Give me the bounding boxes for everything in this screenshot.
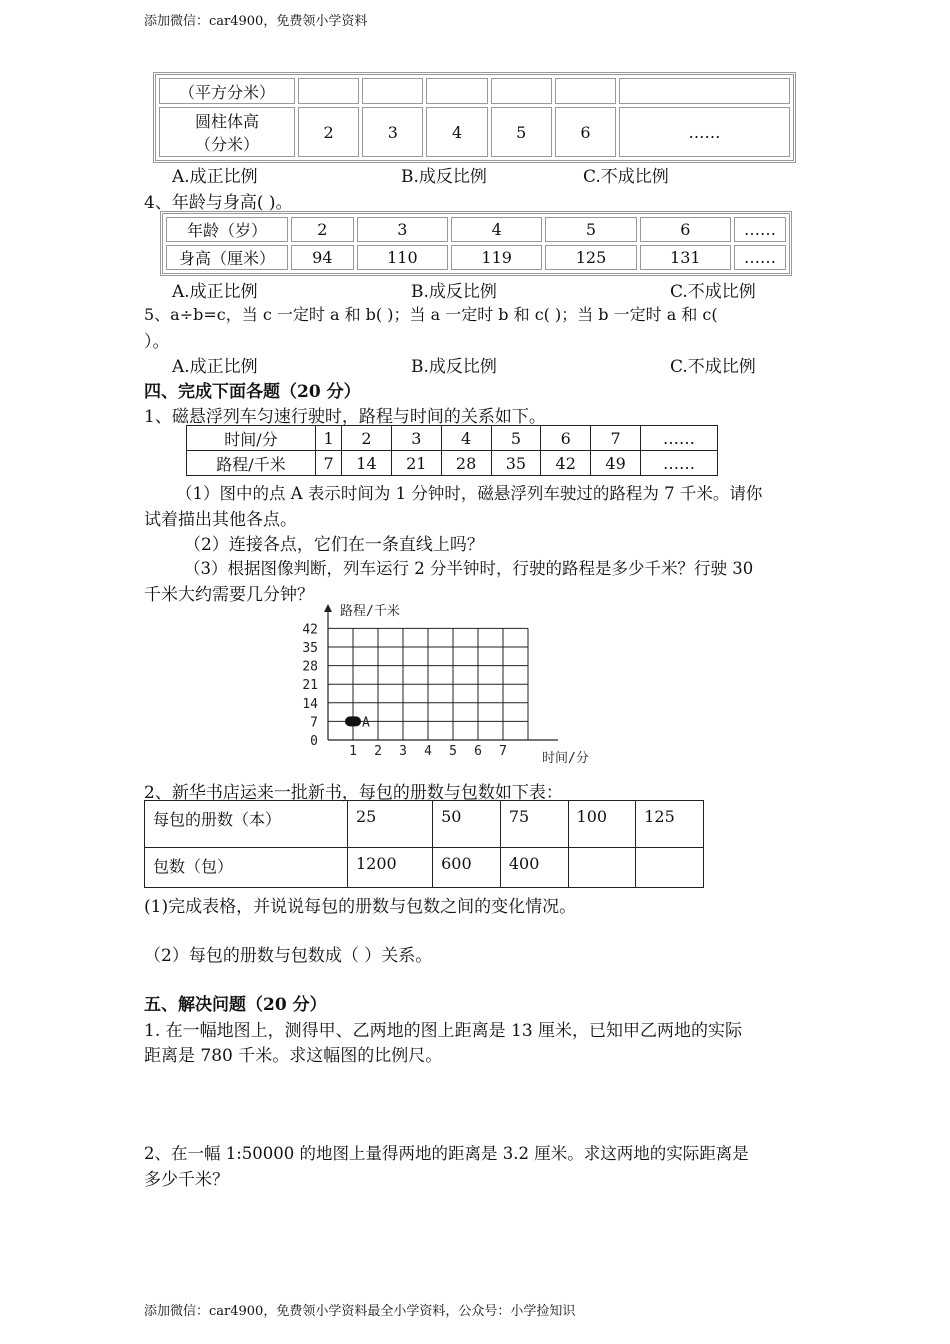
s4-p1-text: 1、磁悬浮列车匀速行驶时，路程与时间的关系如下。 [144,407,546,427]
y-axis-label: 路程/千米 [340,604,400,619]
time-label: 时间/分 [187,426,316,451]
table-cell: 100 [568,801,636,848]
q5-option-c: C.不成比例 [670,357,756,377]
table-cell: 3 [362,107,423,157]
x-tick-label: 4 [424,744,432,759]
table-cell: 2 [342,426,392,451]
q3-table [153,72,796,163]
s4-p1-sub3-line1: （3）根据图像判断，列车运行 2 分半钟时，行驶的路程是多少千米？行驶 30 [184,559,754,578]
table-cell: …… [734,245,786,270]
header-watermark: 添加微信：car4900，免费领小学资料 [144,14,368,29]
q4-option-a: A.成正比例 [172,282,258,302]
table-cell: 125 [636,801,704,848]
x-axis-label: 时间/分 [542,751,589,766]
y-axis-arrow [324,604,332,612]
table-cell: 50 [433,801,501,848]
q4-text: 4、年龄与身高( )。 [144,193,293,213]
y-tick-label: 28 [302,659,318,675]
q3-row2-label: 圆柱体高 （分米） [159,107,295,157]
table-cell: 6 [541,426,591,451]
q5-line1: 5、a÷b=c，当 c 一定时 a 和 b( )；当 a 一定时 b 和 c( )；当 b 一定时 a 和 c( [144,305,718,324]
s4-p2-text: 2、新华书店运来一批新书，每包的册数与包数如下表： [144,783,563,803]
y-tick-label: 42 [302,622,318,638]
book-table [144,800,704,888]
s4-p1-sub2: （2）连接各点，它们在一条直线上吗？ [184,535,484,555]
x-tick-label: 3 [399,744,407,759]
table-cell: …… [734,217,786,242]
table-cell: 110 [357,245,448,270]
table-cell: 6 [555,107,616,157]
table-cell: 7 [316,451,342,476]
table-cell: 14 [342,451,392,476]
y-tick-label: 7 [310,715,318,731]
s4-p1-table [186,425,718,476]
s4-p1-sub1-line2: 试着描出其他各点。 [144,510,297,530]
table-cell: 7 [591,426,641,451]
table-cell: 75 [500,801,568,848]
table-cell: 28 [441,451,491,476]
x-tick-label: 6 [474,744,482,759]
dist-label: 路程/千米 [187,451,316,476]
s4-p1-sub1-line1: （1）图中的点 A 表示时间为 1 分钟时，磁悬浮列车驶过的路程为 7 千米。请你 [176,484,763,503]
table-cell: …… [641,426,718,451]
q4-table [160,211,792,276]
s5-p1-line1: 1. 在一幅地图上，测得甲、乙两地的图上距离是 13 厘米，已知甲乙两地的实际 [144,1021,743,1041]
table-cell: 35 [491,451,541,476]
table-cell: …… [619,107,790,157]
x-tick-label: 5 [449,744,457,759]
table-cell: 6 [640,217,731,242]
table-cell: 2 [298,107,359,157]
y-tick-label: 21 [302,678,318,694]
data-point-label: A [362,715,370,731]
x-tick-label: 1 [349,744,357,759]
s4-p2-sub2: （2）每包的册数与包数成（ ）关系。 [144,946,433,966]
table-cell: 4 [441,426,491,451]
table-cell: 400 [500,848,568,888]
table-cell: 4 [451,217,542,242]
x-tick-label: 2 [374,744,382,759]
y-tick-label: 0 [310,734,318,749]
s4-p2-sub1: (1)完成表格，并说说每包的册数与包数之间的变化情况。 [144,897,577,917]
q5-option-a: A.成正比例 [172,357,258,377]
q3-option-a: A.成正比例 [172,167,258,187]
distance-time-chart [290,600,650,775]
table-cell [568,848,636,888]
data-point [345,716,361,726]
table-cell: 42 [541,451,591,476]
table-cell: 25 [348,801,433,848]
q5-line2: ）。 [144,332,170,352]
table-cell: 3 [391,426,441,451]
footer-watermark: 添加微信：car4900，免费领小学资料最全小学资料，公众号：小学捡知识 [144,1304,576,1319]
table-cell: 1200 [348,848,433,888]
table-cell: 5 [491,426,541,451]
table-cell: …… [641,451,718,476]
q3-option-b: B.成反比例 [401,167,487,187]
q4-age-label: 年龄（岁） [166,217,288,242]
table-cell: 5 [491,107,552,157]
table-cell: 5 [545,217,636,242]
row1-label: 每包的册数（本） [145,801,348,848]
table-cell [636,848,704,888]
table-cell: 1 [316,426,342,451]
x-tick-label: 7 [499,744,507,759]
q3-row1-label: （平方分米） [159,78,295,104]
table-cell: 94 [291,245,354,270]
q5-option-b: B.成反比例 [411,357,497,377]
table-cell: 600 [433,848,501,888]
q3-option-c: C.不成比例 [583,167,669,187]
s5-p1-line2: 距离是 780 千米。求这幅图的比例尺。 [144,1046,443,1066]
section5-title: 五、解决问题（20 分） [144,995,327,1015]
section4-title: 四、完成下面各题（20 分） [144,382,361,402]
row2-label: 包数（包） [145,848,348,888]
table-cell: 3 [357,217,448,242]
s4-p1-sub3-line2: 千米大约需要几分钟？ [144,585,314,605]
table-cell: 4 [426,107,487,157]
s5-p2-line1: 2、在一幅 1:50000 的地图上量得两地的距离是 3.2 厘米。求这两地的实际距离是 [144,1144,749,1163]
s5-p2-line2: 多少千米？ [144,1170,229,1190]
table-cell: 2 [291,217,354,242]
q4-option-b: B.成反比例 [411,282,497,302]
table-cell: 119 [451,245,542,270]
q4-option-c: C.不成比例 [670,282,756,302]
q4-height-label: 身高（厘米） [166,245,288,270]
table-cell: 21 [391,451,441,476]
y-tick-label: 35 [302,641,318,656]
y-tick-label: 14 [302,696,318,712]
table-cell: 49 [591,451,641,476]
table-cell: 131 [640,245,731,270]
table-cell: 125 [545,245,636,270]
